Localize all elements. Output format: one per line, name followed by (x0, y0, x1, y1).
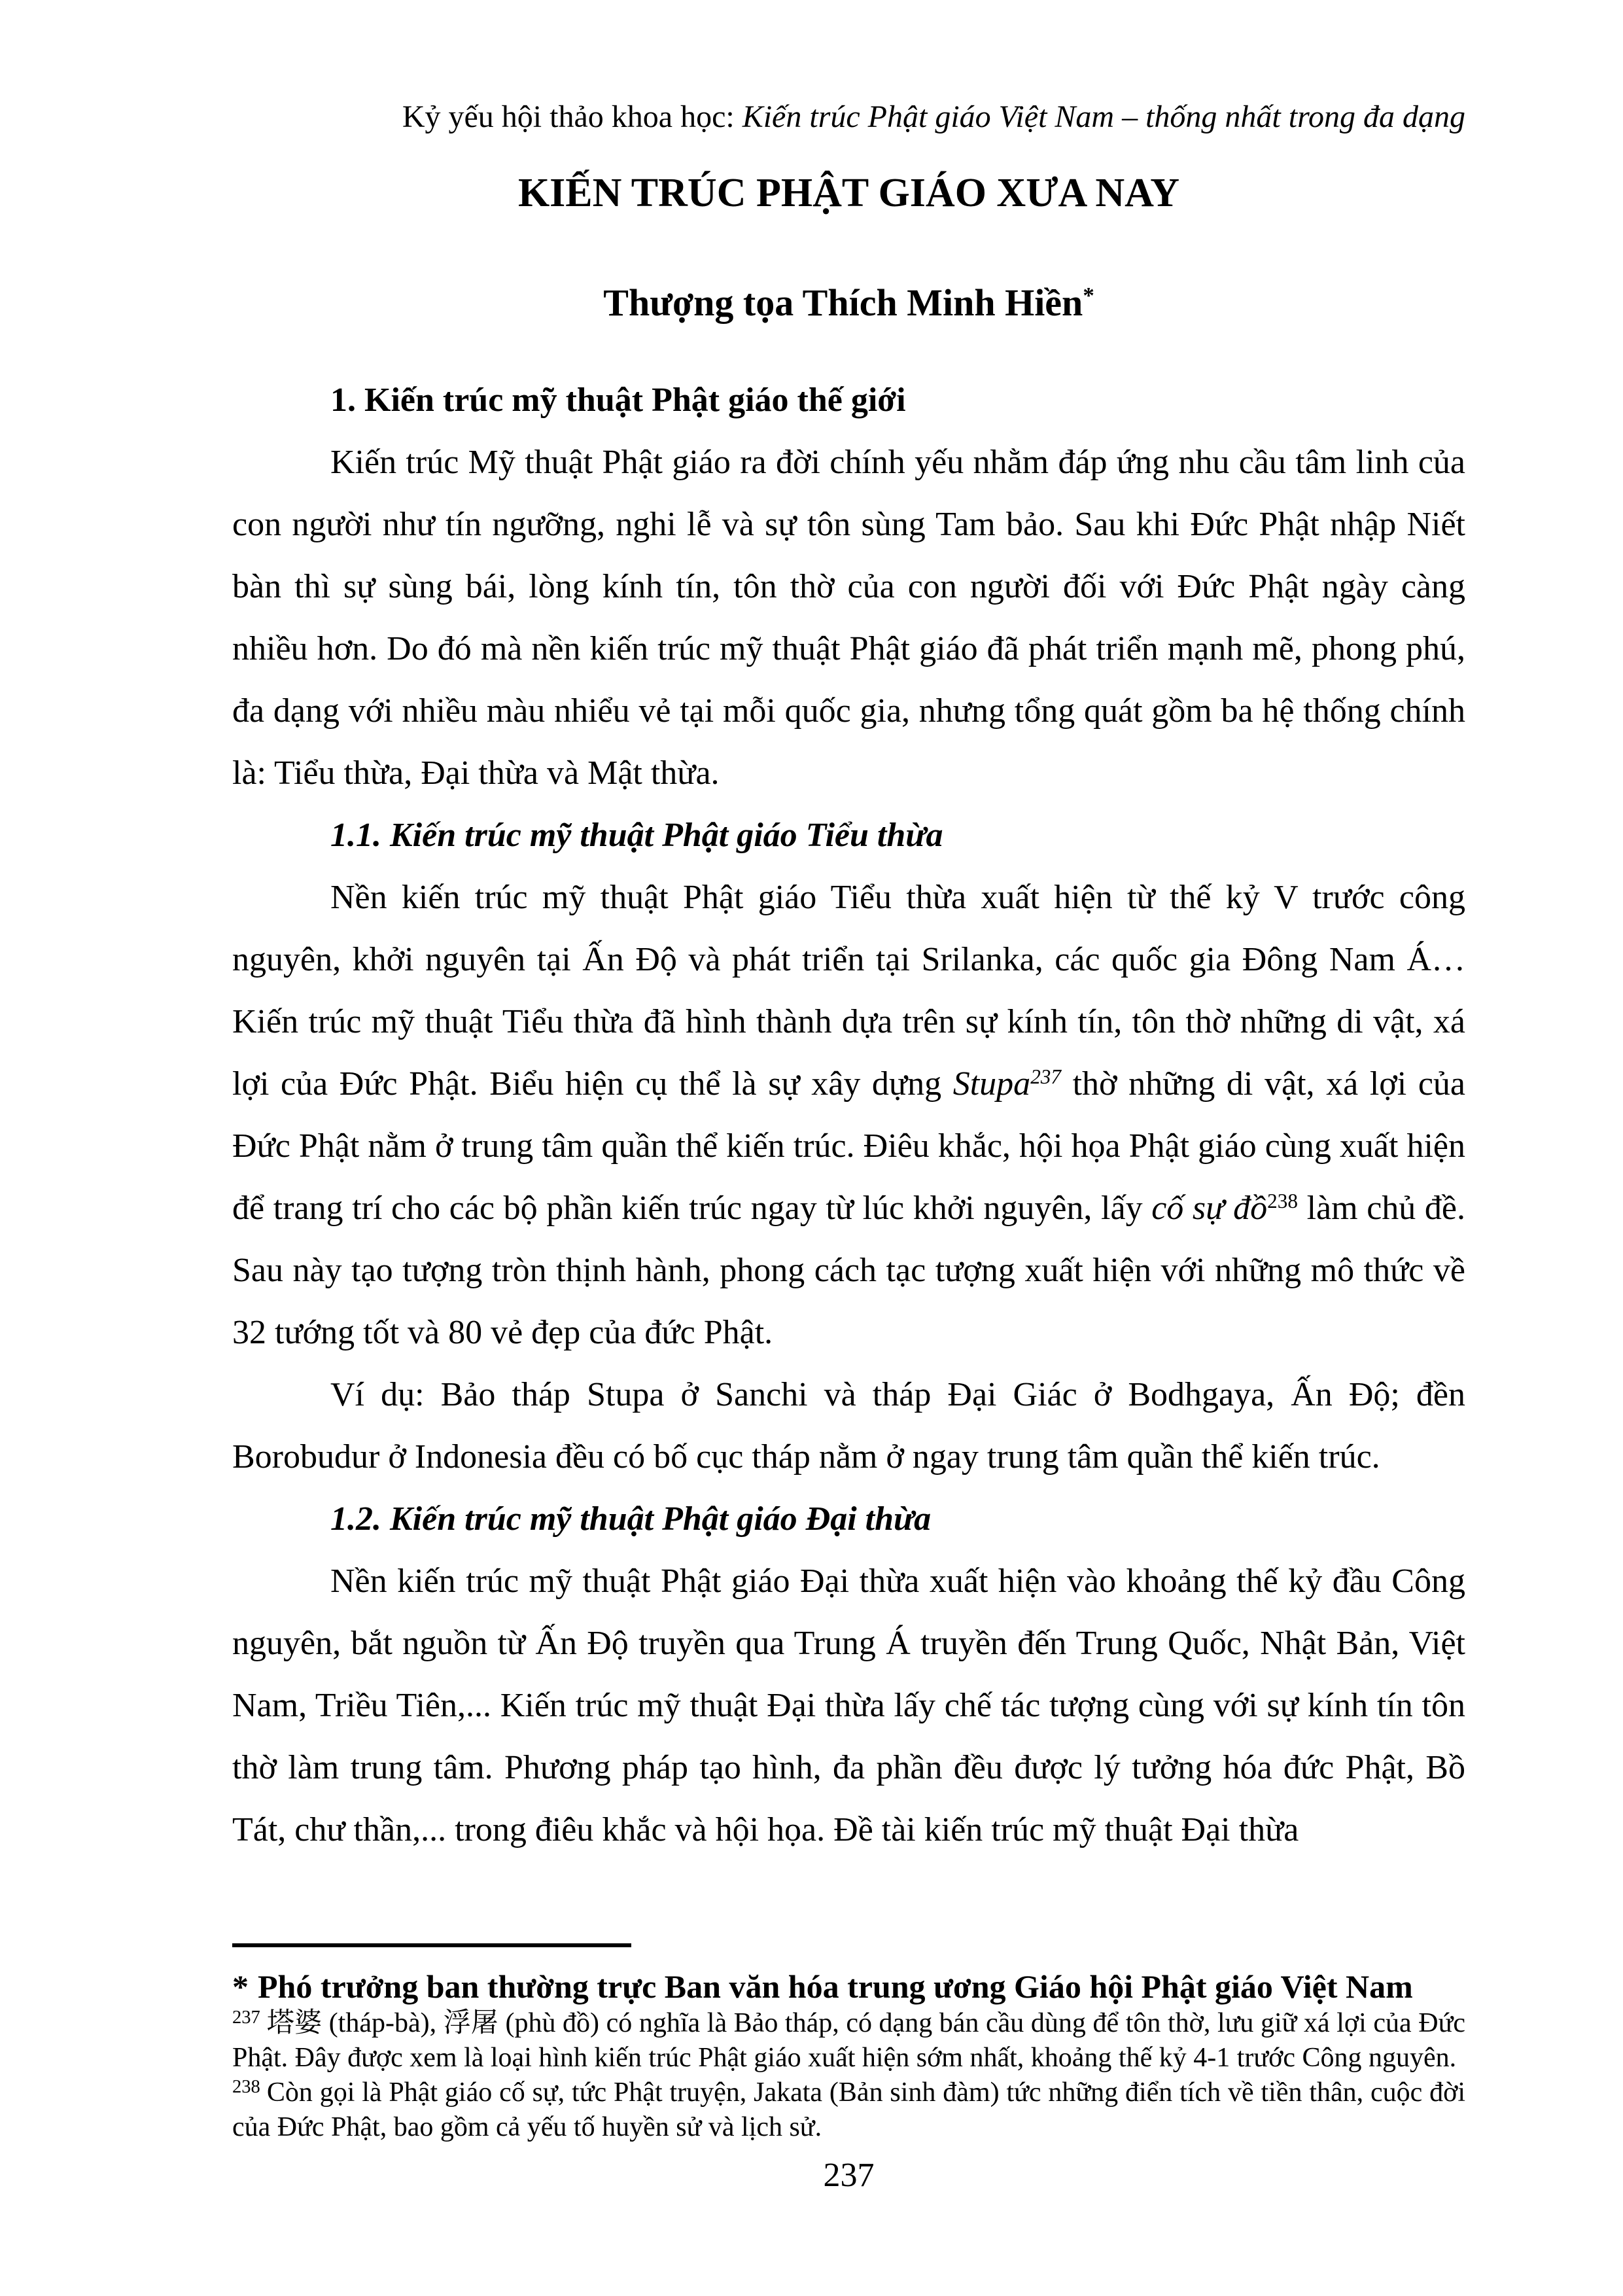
running-header-proceedings-title: Kiến trúc Phật giáo Việt Nam – thống nhất trong đa dạng (742, 99, 1465, 134)
footnote-author-marker: * (232, 1968, 249, 2005)
author-footnote-marker: * (1083, 282, 1094, 308)
author-line (232, 280, 1465, 331)
footnote-author-text: Phó trưởng ban thường trực Ban văn hóa trung ương Giáo hội Phật giáo Việt Nam (258, 1968, 1413, 2005)
paragraph-3: Ví dụ: Bảo tháp Stupa ở Sanchi và tháp Đại Giác ở Bodhgaya, Ấn Độ; đền Borobudur ở Indonesia đều có bố cục tháp nằm ở ngay trung tâm quần thể kiến trúc. (232, 1376, 1465, 1475)
term-stupa: Stupa (952, 1065, 1031, 1103)
footnote-author-affiliation (232, 1967, 1465, 2006)
section-1-1-heading: 1.1. Kiến trúc mỹ thuật Phật giáo Tiểu thừa (330, 817, 943, 854)
running-header (232, 98, 1465, 136)
author-name: Thượng tọa Thích Minh Hiền (603, 281, 1083, 324)
article-body (232, 369, 1465, 1861)
paragraph-1: Kiến trúc Mỹ thuật Phật giáo ra đời chính yếu nhằm đáp ứng nhu cầu tâm linh của con người như tín ngưỡng, nghi lễ và sự tôn sùng Tam bảo. Sau khi Đức Phật nhập Niết bàn thì sự sùng bái, lòng kính tín, tôn thờ của con người đối với Đức Phật ngày càng nhiều hơn. Do đó mà nền kiến trúc mỹ thuật Phật giáo đã phát triển mạnh mẽ, phong phú, đa dạng với nhiều màu nhiểu vẻ tại mỗi quốc gia, nhưng tổng quát gồm ba hệ thống chính là: Tiểu thừa, Đại thừa và Mật thừa. (232, 444, 1465, 792)
footnote-237 (232, 2006, 1465, 2075)
footnote-238 (232, 2075, 1465, 2145)
paragraph-2 (232, 866, 1465, 1364)
paragraph-2-text-1: Nền kiến trúc mỹ thuật Phật giáo Tiểu thừa xuất hiện từ thế kỷ V trước công nguyên, khởi nguyên tại Ấn Độ và phát triển tại Srilanka, các quốc gia Đông Nam Á… Kiến trúc mỹ thuật Tiểu thừa đã hình thành dựa trên sự kính tín, tôn thờ những di vật, xá lợi của Đức Phật. Biểu hiện cụ thể là sự xây dựng (232, 879, 1465, 1103)
footnote-237-marker: 237 (232, 2007, 260, 2028)
running-header-prefix: Kỷ yếu hội thảo khoa học: (402, 99, 742, 134)
footnote-divider (232, 1943, 631, 1947)
footnotes-section (232, 1943, 1465, 2145)
section-1-2-heading: 1.2. Kiến trúc mỹ thuật Phật giáo Đại thừa (330, 1500, 932, 1538)
footnote-238-text: Còn gọi là Phật giáo cố sự, tức Phật truyện, Jakata (Bản sinh đàm) tức những điển tích về tiền thân, cuộc đời của Đức Phật, bao gồm cả yếu tố huyền sử và lịch sử. (232, 2077, 1465, 2142)
section-1-heading: 1. Kiến trúc mỹ thuật Phật giáo thế giới (330, 381, 906, 419)
footnote-238-marker: 238 (232, 2077, 260, 2098)
paragraph-2-text-3: làm chủ đề. Sau này tạo tượng tròn thịnh hành, phong cách tạc tượng xuất hiện với những mô thức về 32 tướng tốt và 80 vẻ đẹp của đức Phật. (232, 1190, 1465, 1351)
footnote-ref-237: 237 (1030, 1065, 1061, 1088)
term-co-su-do: cố sự đồ (1151, 1190, 1268, 1227)
footnote-ref-238: 238 (1267, 1189, 1298, 1212)
page-number: 237 (823, 2157, 875, 2194)
paragraph-2-text-2: thờ những di vật, xá lợi của Đức Phật nằm ở trung tâm quần thể kiến trúc. Điêu khắc, hội họa Phật giáo cùng xuất hiện để trang trí cho các bộ phần kiến trúc ngay từ lúc khởi nguyên, lấy (232, 1065, 1465, 1227)
footnote-237-text: 塔婆 (tháp-bà), 浮屠 (phù đồ) có nghĩa là Bảo tháp, có dạng bán cầu dùng để tôn thờ, lưu giữ xá lợi của Đức Phật. Đây được xem là loại hình kiến trúc Phật giáo xuất hiện sớm nhất, khoảng thế kỷ 4-1 trước Công nguyên. (232, 2008, 1465, 2073)
page-title: KIẾN TRÚC PHẬT GIÁO XƯA NAY (517, 171, 1180, 215)
paragraph-4: Nền kiến trúc mỹ thuật Phật giáo Đại thừa xuất hiện vào khoảng thế kỷ đầu Công nguyên, bắt nguồn từ Ấn Độ truyền qua Trung Á truyền đến Trung Quốc, Nhật Bản, Việt Nam, Triều Tiên,... Kiến trúc mỹ thuật Đại thừa lấy chế tác tượng cùng với sự kính tín tôn thờ làm trung tâm. Phương pháp tạo hình, đa phần đều được lý tưởng hóa đức Phật, Bồ Tát, chư thần,... trong điêu khắc và hội họa. Đề tài kiến trúc mỹ thuật Đại thừa (232, 1563, 1465, 1848)
